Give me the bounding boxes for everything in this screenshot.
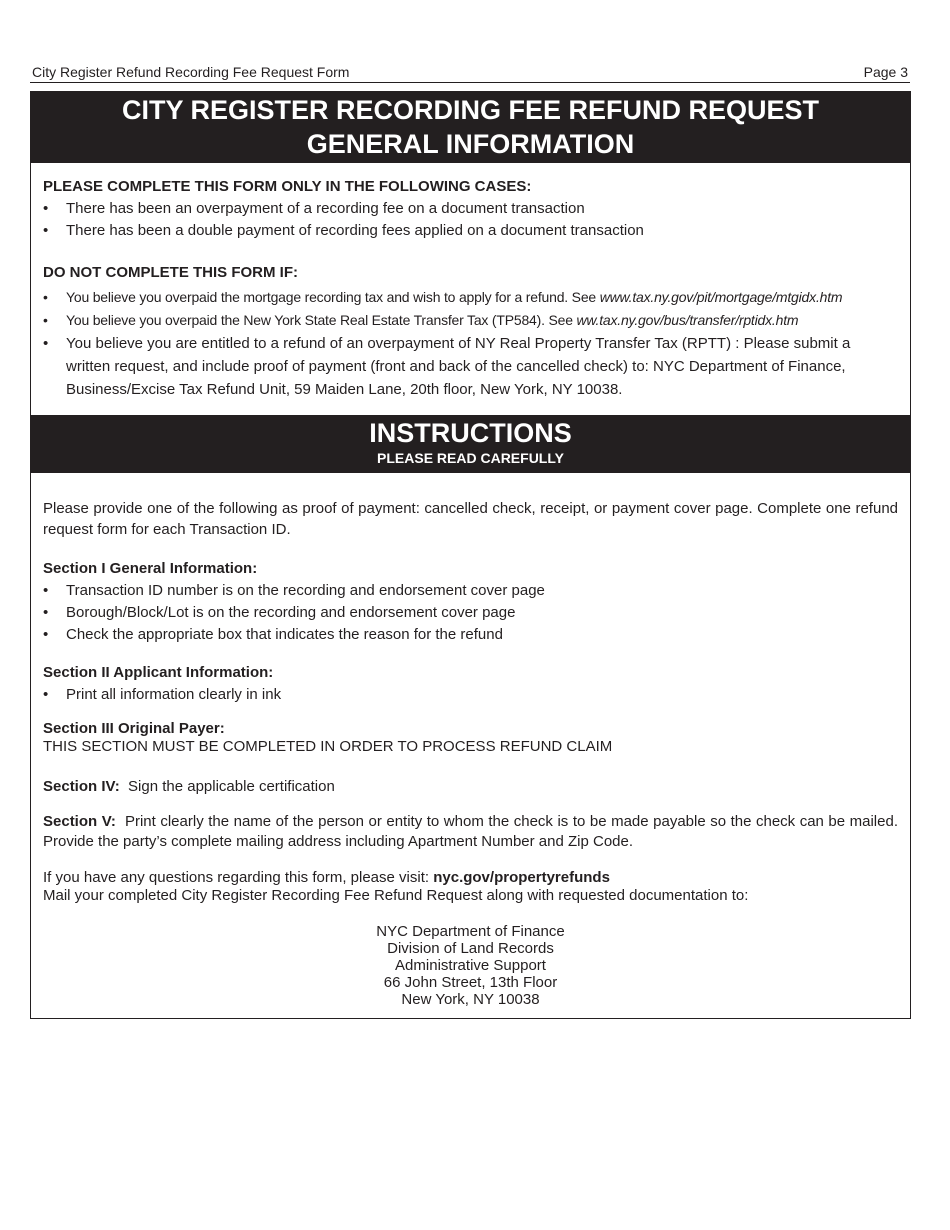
section1-heading: Section I General Information: [43,560,258,577]
banner-subtitle: GENERAL INFORMATION [306,129,635,159]
list-item: • You believe you overpaid the New York State Real Estate Transfer Tax (TP584). See ww.tax.ny.gov/bus/transfer/rptidx.htm [43,309,898,332]
rptt-list [43,332,898,401]
do-not-complete-section [43,262,898,401]
list-item: • You believe you are entitled to a refund of an overpayment of NY Real Property Transfer Tax (RPTT) : Please submit a written request, and include proof of payment (front and back of the cancelled check) to: NYC Department of Finance, Business/Excise Tax Refund Unit, 59 Maiden Lane, 20th floor, New York, NY 10038. [43,332,898,401]
general-info-banner [31,92,910,163]
list-item: • There has been a double payment of recording fees applied on a document transaction [43,220,898,242]
section5-heading: Section V: [43,813,116,830]
section5 [43,812,898,852]
mortgage-tax-link[interactable]: www.tax.ny.gov/pit/mortgage/mtgidx.htm [599,289,843,305]
mail-text: Mail your completed City Register Recording Fee Refund Request along with requested documentation to: [43,887,749,904]
section4-heading: Section IV: [43,778,120,795]
instructions-subtitle: PLEASE READ CAREFULLY [377,450,564,466]
list-item: • You believe you overpaid the mortgage recording tax and wish to apply for a refund. See www.tax.ny.gov/pit/mortgage/mtgidx.htm [43,286,898,309]
questions-text: If you have any questions regarding this form, please visit: [43,869,434,886]
do-not-complete-heading: DO NOT COMPLETE THIS FORM IF: [43,264,298,281]
questions-block [43,869,898,905]
section2-list [43,684,898,706]
banner-title: CITY REGISTER RECORDING FEE REFUND REQUEST [121,95,820,125]
section2 [43,662,898,706]
list-item: • There has been an overpayment of a recording fee on a document transaction [43,198,898,220]
section3-text: THIS SECTION MUST BE COMPLETED IN ORDER TO PROCESS REFUND CLAIM [43,738,613,755]
mailing-address [43,923,898,1008]
list-item: • Transaction ID number is on the recording and endorsement cover page [43,580,898,602]
section5-text: Print clearly the name of the person or entity to whom the check is to be made payable so the check can be mailed. Provide the party’s complete mailing address including Apartment Number and Zip Code. [43,813,898,850]
instructions-intro: Please provide one of the following as proof of payment: cancelled check, receipt, or payment cover page. Complete one refund request form for each Transaction ID. [43,500,898,538]
section1 [43,558,898,646]
instructions-title: INSTRUCTIONS [369,418,572,448]
complete-cases-list [43,198,898,242]
form-title: City Register Refund Recording Fee Request Form [32,64,350,80]
do-not-complete-list [43,286,898,332]
form-frame [30,91,911,1019]
list-item: • Check the appropriate box that indicates the reason for the refund [43,624,898,646]
page-number: Page 3 [863,64,908,80]
section3 [43,720,898,756]
address-line: New York, NY 10038 [401,991,540,1008]
instructions-banner [31,415,910,473]
complete-cases-section [43,176,898,242]
section4-text: Sign the applicable certification [128,778,335,795]
complete-cases-heading: PLEASE COMPLETE THIS FORM ONLY IN THE FOLLOWING CASES: [43,178,532,195]
transfer-tax-link[interactable]: ww.tax.ny.gov/bus/transfer/rptidx.htm [576,312,799,328]
section4 [43,776,898,798]
address-line: NYC Department of Finance [376,923,565,940]
list-item: • Borough/Block/Lot is on the recording and endorsement cover page [43,602,898,624]
address-line: Division of Land Records [387,940,554,957]
section1-list [43,580,898,646]
address-line: Administrative Support [395,957,546,974]
page-header [30,64,910,83]
address-line: 66 John Street, 13th Floor [383,974,558,991]
property-refunds-link[interactable]: nyc.gov/propertyrefunds [433,869,610,886]
section2-heading: Section II Applicant Information: [43,664,274,681]
section3-heading: Section III Original Payer: [43,720,225,737]
list-item: • Print all information clearly in ink [43,684,898,706]
